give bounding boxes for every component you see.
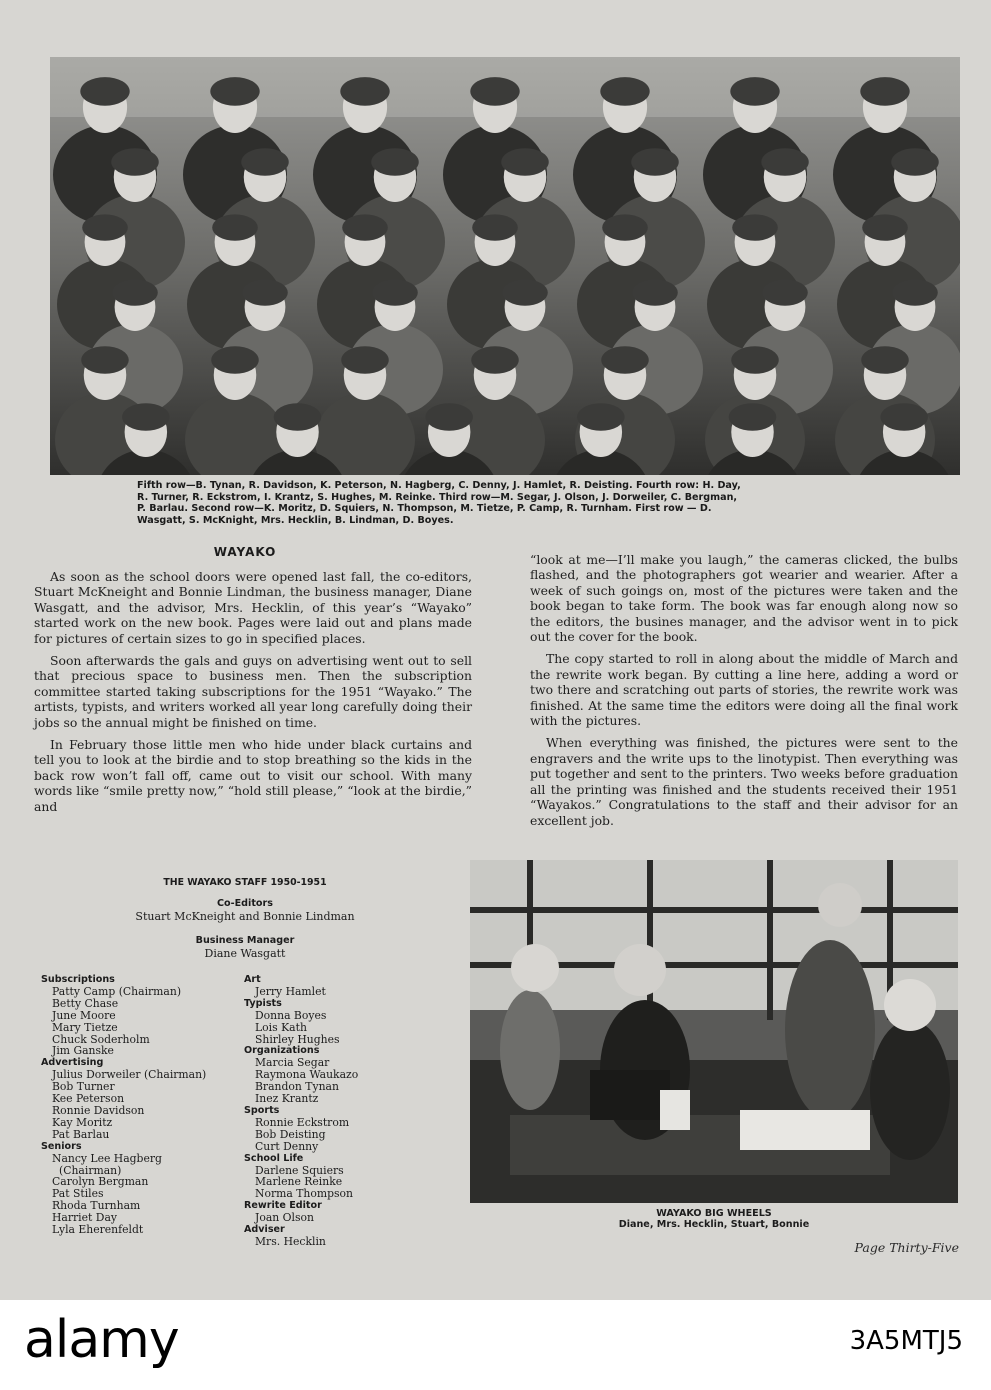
staff-member: Joan Olson [255, 1211, 314, 1225]
business-manager-heading: Business Manager [195, 935, 295, 946]
article-paragraph: As soon as the school doors were opened last fall, the co-editors, Stuart McKneight and Bonnie Lindman, the business manager, Diane Wasgatt, and the advisor, Mrs. Hecklin, of this year’s “Wayako” started work on the new book. Pages were laid out and plans made for pictures of certain sizes to go in specified places. [34, 569, 472, 646]
staff-member: Raymona Waukazo [255, 1068, 359, 1082]
staff-member: June Moore [52, 1008, 116, 1022]
staff-member: Pat Barlau [52, 1127, 110, 1141]
coeditors-names: Stuart McKneight and Bonnie Lindman [135, 910, 355, 923]
staff-member: Kee Peterson [52, 1092, 125, 1106]
business-manager-name: Diane Wasgatt [204, 947, 286, 960]
staff-member: Inez Krantz [255, 1092, 319, 1106]
staff-member: Brandon Tynan [255, 1080, 339, 1094]
coeditors-heading: Co-Editors [217, 898, 273, 909]
staff-member: Jim Ganske [52, 1044, 114, 1058]
staff-section-heading: Art [244, 974, 261, 985]
staff-section-heading: Sports [244, 1104, 280, 1116]
staff-member: Chuck Soderholm [52, 1032, 150, 1046]
article-paragraph: “look at me—I’ll make you laugh,” the cameras clicked, the bulbs flashed, and the photographers got wearier and wearier. After a week of such goings on, most of the pictures were taken and the book began to take form. The book was far enough along now so the editors, the busines manager, and the advisor went in to pick out the cover for the book. [530, 552, 958, 645]
staff-member: Darlene Squiers [255, 1163, 344, 1177]
staff-member: Lyla Eherenfeldt [52, 1223, 144, 1237]
staff-section-heading: Organizations [244, 1045, 320, 1057]
staff-member: Shirley Hughes [255, 1032, 340, 1046]
staff-title: THE WAYAKO STAFF 1950-1951 [163, 877, 327, 888]
article-title: WAYAKO [213, 545, 277, 559]
staff-section-heading: Rewrite Editor [244, 1200, 322, 1212]
staff-list-right [244, 974, 444, 1248]
staff-section-heading: Adviser [244, 1224, 285, 1236]
staff-member: Ronnie Eckstrom [255, 1115, 350, 1129]
caption-line: R. Turner, R. Eckstrom, I. Krantz, S. Hughes, M. Reinke. Third row—M. Segar, J. Olson, J. Dorweiler, C. Bergman, [137, 491, 738, 503]
stock-image-id: 3A5MTJ5 [849, 1326, 963, 1356]
staff-section-heading: Typists [244, 997, 282, 1009]
staff-member: Nancy Lee Hagberg [52, 1151, 162, 1165]
staff-member: Carolyn Bergman [52, 1175, 149, 1189]
staff-member: Bob Deisting [255, 1127, 326, 1141]
staff-member: Marlene Reinke [255, 1175, 343, 1189]
article-left-column [34, 569, 472, 821]
article-paragraph: The copy started to roll in along about the middle of March and the rewrite work began. By cutting a line here, adding a word or two there and scratching out parts of stories, the rewrite work was finished. At the same time the editors were doing all the final work with the pictures. [530, 651, 958, 729]
staff-member: (Chairman) [59, 1163, 122, 1177]
staff-member: Donna Boyes [255, 1008, 327, 1022]
page-number: Page Thirty-Five [854, 1240, 959, 1255]
big-wheels-photo [470, 860, 958, 1203]
big-wheels-names: Diane, Mrs. Hecklin, Stuart, Bonnie [618, 1219, 810, 1230]
staff-member: Norma Thompson [255, 1187, 354, 1201]
big-wheels-title: WAYAKO BIG WHEELS [656, 1208, 772, 1219]
article-paragraph: In February those little men who hide under black curtains and tell you to look at the birdie and to stop breathing so the kids in the back row won’t fall off, came out to visit our school. With many words like “smile pretty now,” “hold still please,” “look at the birdie,” and [34, 737, 472, 814]
staff-section-heading: School Life [244, 1152, 304, 1164]
staff-section-heading: Advertising [41, 1057, 104, 1069]
article-right-column [530, 552, 958, 835]
staff-member: Bob Turner [52, 1080, 115, 1094]
article-paragraph: Soon afterwards the gals and guys on advertising went out to sell that precious space to business men. Then the subscription committee started taking subscriptions for the 1951 “Wayako.” The artists, typists, and writers worked all year long carefully doing their jobs so the annual might be finished on time. [34, 653, 472, 730]
staff-member: Mrs. Hecklin [255, 1234, 326, 1248]
article-paragraph: When everything was finished, the pictures were sent to the engravers and the write ups to the linotypist. Then everything was put together and sent to the printers. Two weeks before graduation all the printing was finished and the students received their 1951 “Wayakos.” Congratulations to the staff and their advisor for an excellent job. [530, 735, 958, 828]
caption-line: Wasgatt, S. McKnight, Mrs. Hecklin, B. Lindman, D. Boyes. [137, 514, 454, 526]
group-photo-caption [137, 480, 897, 526]
caption-line: P. Barlau. Second row—K. Moritz, D. Squiers, N. Thompson, M. Tietze, P. Camp, R. Turnham. First row — D. [137, 503, 712, 514]
staff-member: Julius Dorweiler (Chairman) [52, 1068, 207, 1082]
alamy-logo: alamy [24, 1310, 179, 1370]
staff-list-left [41, 974, 241, 1236]
staff-group-photo [50, 57, 960, 475]
staff-section-heading: Subscriptions [41, 974, 115, 985]
staff-member: Rhoda Turnham [52, 1199, 141, 1213]
business-manager-block [35, 934, 455, 960]
staff-member: Curt Denny [255, 1139, 319, 1153]
coeditors-block [35, 897, 455, 923]
staff-member: Pat Stiles [52, 1187, 104, 1201]
staff-member: Lois Kath [255, 1020, 307, 1034]
staff-member: Harriet Day [52, 1211, 117, 1225]
staff-section-heading: Seniors [41, 1140, 82, 1152]
staff-member: Ronnie Davidson [52, 1103, 145, 1117]
staff-member: Betty Chase [52, 996, 119, 1010]
staff-member: Marcia Segar [255, 1056, 330, 1070]
staff-member: Mary Tietze [52, 1020, 118, 1034]
staff-member: Patty Camp (Chairman) [52, 984, 182, 998]
big-wheels-caption [470, 1208, 958, 1230]
caption-line: Fifth row—B. Tynan, R. Davidson, K. Peterson, N. Hagberg, C. Denny, J. Hamlet, R. Deisting. Fourth row: H. Day, [137, 480, 741, 491]
staff-member: Jerry Hamlet [255, 984, 326, 998]
staff-member: Kay Moritz [52, 1115, 113, 1129]
